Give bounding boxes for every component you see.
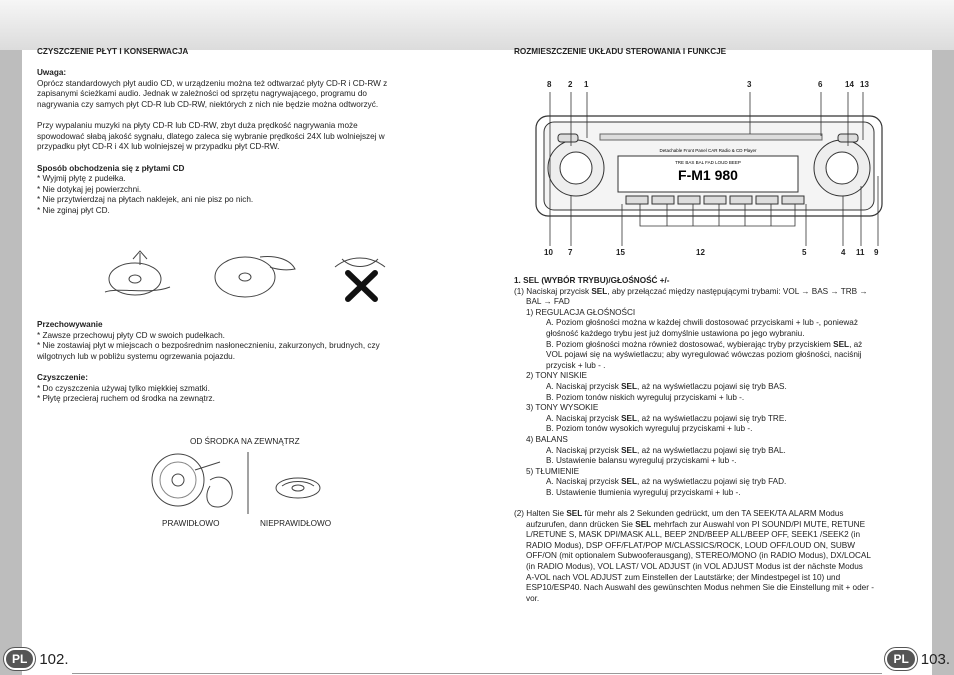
section-line: B. Ustawienie balansu wyreguluj przyciskami + lub -. — [546, 456, 737, 466]
right-page-number — [885, 645, 950, 673]
storage-item: * Zawsze przechowuj płyty CD w swoich pudełkach. — [37, 330, 225, 340]
section-line: B. Poziom tonów niskich wyreguluj przyciskami + lub -. — [546, 392, 745, 402]
callout-layer — [530, 76, 888, 260]
page-number: 102. — [39, 650, 69, 668]
section-line: (in RADIO Modus), VOL LAST/ VOL ADJUST (in VOL ADJUST Modus ist der nächste Modus — [526, 562, 863, 572]
header-band — [0, 0, 954, 50]
cleaning-illustrations — [150, 450, 350, 516]
section-line: A. Naciskaj przycisk SEL, aż na wyświetlaczu pojawi się tryb BAS. — [546, 381, 787, 391]
section-line: VOL pojawi się na wyświetlaczu; aby wyregulować wówczas poziom głośności, naciśnij — [546, 350, 862, 360]
direction-label: OD ŚRODKA NA ZEWNĄTRZ — [190, 437, 300, 446]
callout-number: 3 — [747, 80, 752, 89]
handling-item: * Nie zginaj płyt CD. — [37, 205, 110, 215]
section-line: (1) Naciskaj przycisk SEL, aby przełączać między następującymi trybami: VOL → BAS → TRB → — [514, 286, 868, 296]
callout-number: 2 — [568, 80, 573, 89]
uwaga-line: zapisanymi ścieżkami audio. Jednak w zależności od sprzętu nagrywającego, programu do — [37, 89, 367, 99]
callout-number: 8 — [547, 80, 552, 89]
callout-number: 9 — [874, 248, 879, 257]
storage-item: wilgotnych lub w pobliżu systemu ogrzewania pojazdu. — [37, 351, 235, 361]
burn-line: przypadku płyt CD-R i 4X lub wolniejszej w przypadku płyt CD-RW. — [37, 142, 280, 152]
display-frequency: F-M1 980 — [678, 167, 738, 183]
burn-line: spowodować słabą jakość sygnału, dlatego zaleca się wybranie prędkości 24X lub wolniejszej w — [37, 131, 385, 141]
section-line: vor. — [526, 593, 540, 603]
section-line: przycisk + lub - . — [546, 360, 606, 370]
callout-number: 14 — [845, 80, 854, 89]
correct-label: PRAWIDŁOWO — [162, 519, 220, 528]
disc-in-hand-illustration — [105, 251, 170, 295]
section-line: BAL → FAD — [526, 297, 570, 307]
callout-number: 1 — [584, 80, 589, 89]
holding-disc-illustration — [215, 257, 295, 298]
left-page-text-2 — [37, 320, 437, 405]
incorrect-label: NIEPRAWIDŁOWO — [260, 519, 332, 528]
language-badge: PL — [885, 648, 916, 670]
section-line: 1) REGULACJA GŁOŚNOŚCI — [526, 307, 636, 317]
section-line: B. Poziom głośności można również dostosować, wybierając tryby przyciskiem SEL, aż — [546, 339, 863, 349]
callout-number: 5 — [802, 248, 807, 257]
left-title: CZYSZCZENIE PŁYT I KONSERWACJA — [37, 47, 189, 56]
section-line: 5) TŁUMIENIE — [526, 466, 580, 476]
handling-item: * Nie dotykaj jej powierzchni. — [37, 184, 142, 194]
right-title: ROZMIESZCZENIE UKŁADU STEROWANIA I FUNKCJE — [514, 47, 727, 56]
callout-number: 4 — [841, 248, 846, 257]
handling-heading: Sposób obchodzenia się z płytami CD — [37, 163, 185, 173]
uwaga-line: nagrywania czy samych płyt CD-R lub CD-RW, niektórych z nich nie będzie można odtworzyć. — [37, 99, 379, 109]
callout-number: 11 — [856, 248, 865, 257]
handling-item: * Wyjmij płytę z pudełka. — [37, 174, 126, 184]
callout-number: 7 — [568, 248, 573, 257]
display-brand: Detachable Front Panel CAR Radio & CD Player — [659, 148, 757, 153]
section-line: 4) BALANS — [526, 434, 568, 444]
section-line: B. Ustawienie tłumienia wyreguluj przyciskami + lub -. — [546, 487, 741, 497]
uwaga-line: Oprócz standardowych płyt audio CD, w urządzeniu można też odtwarzać płyty CD-R i CD-RW z — [37, 78, 388, 88]
callout-number: 12 — [696, 248, 705, 257]
incorrect-cleaning-illustration — [276, 478, 320, 498]
section-line — [514, 498, 924, 509]
section-line: OFF/ON (mit optionalem Subwooferausgang), STEREO/MONO (in RADIO Modus), DX/LOCAL — [526, 551, 871, 561]
cleaning-item: * Płytę przecieraj ruchem od środka na zewnątrz. — [37, 394, 215, 404]
right-margin-bar — [932, 50, 954, 675]
section-line: 1. SEL (WYBÓR TRYBU)/GŁOŚNOŚĆ +/- — [514, 276, 670, 285]
callout-number: 6 — [818, 80, 823, 89]
handling-item: * Nie przytwierdzaj na płytach naklejek, ani nie pisz po nich. — [37, 195, 254, 205]
handling-illustrations — [100, 247, 420, 303]
section-line: ESP10/ESP40. Nach Auswahl des gewünschten Modus nehmen Sie die Einstellung mit + oder - — [526, 583, 874, 593]
section-line: A. Naciskaj przycisk SEL, aż na wyświetlaczu pojawi się tryb FAD. — [546, 477, 787, 487]
storage-heading: Przechowywanie — [37, 320, 103, 329]
section-line: A. Naciskaj przycisk SEL, aż na wyświetlaczu pojawi się tryb TRE. — [546, 413, 787, 423]
callout-number: 10 — [544, 248, 553, 257]
correct-cleaning-illustration — [152, 454, 232, 507]
callout-number: 13 — [860, 80, 869, 89]
callout-number: 15 — [616, 248, 625, 257]
section-line: A. Naciskaj przycisk SEL, aż na wyświetlaczu pojawi się tryb BAL. — [546, 445, 786, 455]
right-page-text — [514, 276, 924, 604]
page-number: 103. — [920, 650, 950, 668]
section-line: RADIO Modus), DSP OFF/FLAT/POP M/CLASSICS/ROCK, LOUD OFF/LOUD ON, SUBW — [526, 540, 855, 550]
display-modes: TRE BAS BAL FAD LOUD BEEP — [675, 160, 741, 165]
left-page-text — [37, 47, 437, 217]
section-line: głośność każdego trybu jest już domyślnie ustawiona po jego wybraniu. — [546, 328, 805, 338]
bent-disc-cross-icon — [335, 258, 385, 299]
cleaning-item: * Do czyszczenia używaj tylko miękkiej szmatki. — [37, 383, 210, 393]
section-line: (2) Halten Sie SEL für mehr als 2 Sekunden gedrückt, um den TA SEEK/TA ALARM Modus — [514, 509, 844, 519]
section-line: aufzurufen, dann drücken Sie SEL mehrfach zur Auswahl von PI SOUND/PI MUTE, RETUNE — [526, 519, 866, 529]
bottom-rule — [72, 673, 882, 674]
uwaga-heading: Uwaga: — [37, 68, 67, 78]
right-title-block — [514, 47, 924, 58]
section-line: A. Poziom głośności można w każdej chwili dostosować przyciskami + lub -, ponieważ — [546, 318, 858, 328]
section-line: B. Poziom tonów wysokich wyreguluj przyciskami + lub -. — [546, 424, 753, 434]
cleaning-heading: Czyszczenie: — [37, 372, 88, 382]
section-line: 3) TONY WYSOKIE — [526, 403, 599, 413]
language-badge: PL — [4, 648, 35, 670]
storage-item: * Nie zostawiaj płyt w miejscach o bezpośrednim nasłonecznieniu, zakurzonych, brudnych, czy — [37, 341, 380, 351]
section-line: 2) TONY NISKIE — [526, 371, 587, 381]
section-line: A-VOL nach VOL ADJUST zum Einstellen der Lautstärke; der Mindestpegel ist 10) und — [526, 572, 841, 582]
left-page-number — [4, 645, 69, 673]
burn-line: Przy wypalaniu muzyki na płyty CD-R lub CD-RW, zbyt duża prędkość nagrywania może — [37, 121, 358, 131]
left-margin-bar — [0, 50, 22, 675]
section-line: L/RETUNE S, MASK DPI/MASK ALL, BEEP 2ND/BEEP ALL/BEEP OFF, SEEK1 /SEEK2 (in — [526, 530, 861, 540]
